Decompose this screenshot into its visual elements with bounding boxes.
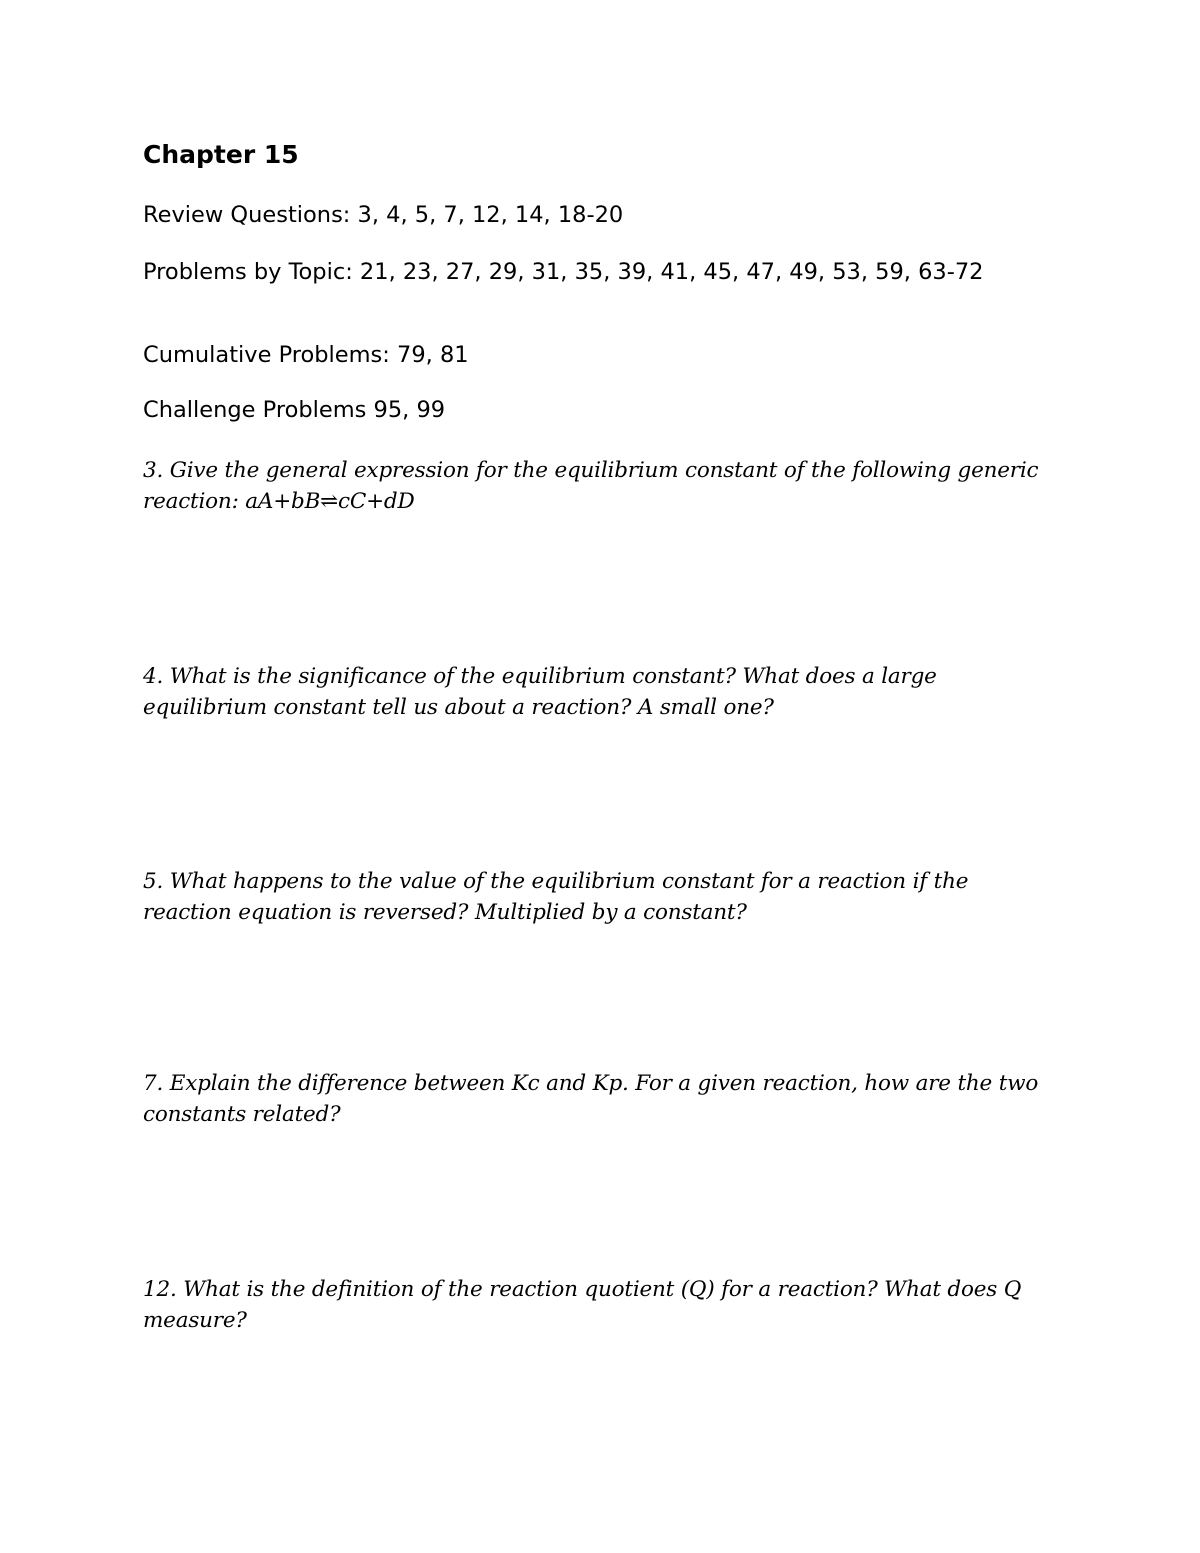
document-page xyxy=(143,0,1063,1553)
question-12: 12. What is the definition of the reaction quotient (Q) for a reaction? What does Q measure? xyxy=(143,1277,1022,1333)
question-3: 3. Give the general expression for the equilibrium constant of the following generic reaction: aA+bB⇌cC+dD xyxy=(143,458,1039,514)
cumulative-problems-line: Cumulative Problems: 79, 81 xyxy=(143,342,469,368)
challenge-problems-line: Challenge Problems 95, 99 xyxy=(143,397,446,423)
review-questions-line: Review Questions: 3, 4, 5, 7, 12, 14, 18-20 xyxy=(143,202,624,228)
question-4: 4. What is the significance of the equilibrium constant? What does a large equilibrium constant tell us about a reaction? A small one? xyxy=(143,664,937,720)
problems-by-topic-line: Problems by Topic: 21, 23, 27, 29, 31, 35, 39, 41, 45, 47, 49, 53, 59, 63-72 xyxy=(143,259,984,285)
question-7: 7. Explain the difference between Kc and Kp. For a given reaction, how are the two constants related? xyxy=(143,1071,1039,1127)
question-5: 5. What happens to the value of the equilibrium constant for a reaction if the reaction equation is reversed? Multiplied by a constant? xyxy=(143,869,969,925)
chapter-heading: Chapter 15 xyxy=(143,140,299,169)
